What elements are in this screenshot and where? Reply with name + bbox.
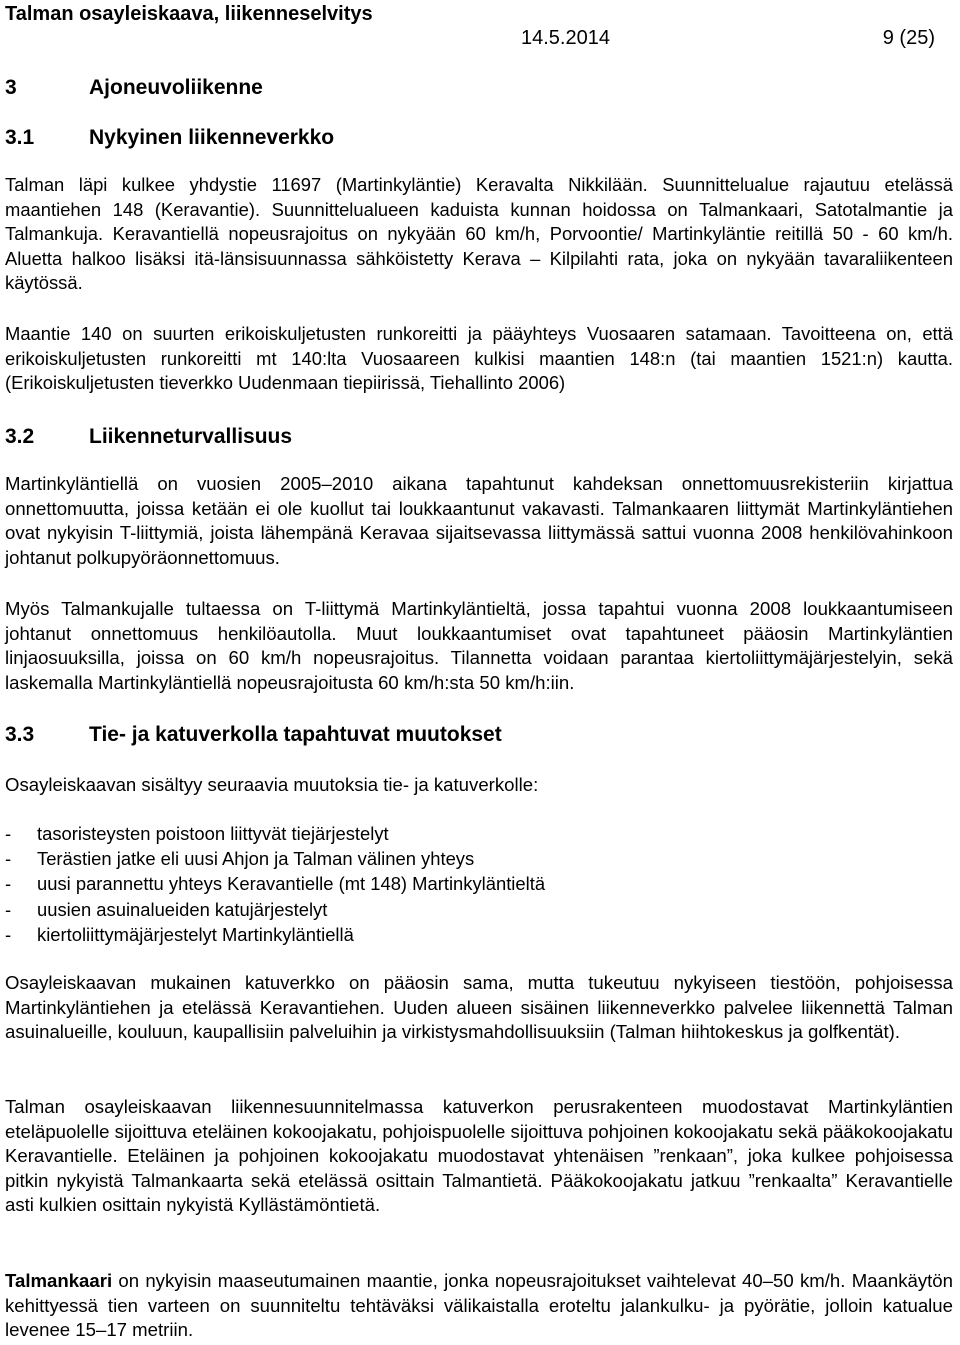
list-item: [5, 821, 545, 846]
section-heading-3-2: [5, 425, 292, 449]
paragraph-special-transport: Maantie 140 on suurten erikoiskuljetusten runkoreitti ja pääyhteys Vuosaaren satamaan. Tavoitteena on, että erikoiskuljetusten runkoreitti mt 140:lta Vuosaareen kulkisi maantien 148:n (tai maantien 1521:n) kautta. (Erikoiskuljetusten tieverkko Uudenmaan tiepiirissä, Tiehallinto 2006): [5, 323, 953, 394]
street-name-bold: Talmankaari: [5, 1270, 113, 1291]
paragraph-injuries: Myös Talmankujalle tultaessa on T-liittymä Martinkyläntieltä, jossa tapahtui vuonna 2008 loukkaantumiseen johtanut onnettomuus henkilöautolla. Muut loukkaantumiset ovat tapahtuneet pääosin Martinkyläntien linjaosuuksilla, joissa on 60 km/h nopeusrajoitus. Tilannetta voidaan parantaa kiertoliittymäjärjestelyin, sekä laskemalla Martinkyläntiellä nopeusrajoitusta 60 km/h:sta 50 km/h:iin.: [5, 598, 953, 693]
list-item-text: Terästien jatke eli uusi Ahjon ja Talman välinen yhteys: [37, 848, 475, 870]
section-number: 3.3: [5, 723, 35, 746]
section-heading-3: [5, 76, 263, 100]
paragraph-text: on nykyisin maaseutumainen maantie, jonka nopeusrajoitukset vaihtelevat 40–50 km/h. Maankäytön kehittyessä tien varteen on suunniteltu tehtäväksi välikaistalla eroteltu jalankulku- ja pyörätie, jolloin katualue levenee 15–17 metriin.: [5, 1270, 953, 1341]
document-date: 14.5.2014: [521, 27, 610, 49]
section-heading-3-1: [5, 126, 334, 150]
list-item-text: kiertoliittymäjärjestelyt Martinkyläntiellä: [37, 923, 354, 945]
list-dash: -: [5, 898, 12, 920]
list-dash: -: [5, 848, 12, 870]
paragraph-talmankaari: [5, 1269, 953, 1343]
list-item-text: tasoristeysten poistoon liittyvät tiejärjestelyt: [37, 823, 389, 844]
running-header: [5, 0, 953, 49]
paragraph-changes-intro: Osayleiskaavan sisältyy seuraavia muutoksia tie- ja katuverkolle:: [5, 774, 539, 795]
list-item: [5, 871, 545, 896]
list-item-text: uusien asuinalueiden katujärjestelyt: [37, 898, 328, 920]
paragraph-collector-streets: Talman osayleiskaavan liikennesuunnitelmassa katuverkon perusrakenteen muodostavat Martinkyläntien eteläpuolelle sijoittuva eteläinen kokoojakatu, pohjoispuolelle sijoittuva pohjoinen kokoojakatu sekä pääkokoojakatu Keravantielle. Eteläinen ja pohjoinen kokoojakatu muodostavat yhtenäisen ”renkaan”, joka kulkee pohjoisessa pitkin nykyistä Talmankaarta sekä etelässä osittain Talmantietä. Pääkokoojakatu jatkuu ”renkaalta” Keravantielle asti kulkien osittain nykyistä Kyllästämöntietä.: [5, 1096, 953, 1216]
list-dash: -: [5, 923, 12, 945]
page-number: 9 (25): [882, 27, 935, 49]
paragraph-street-network: Osayleiskaavan mukainen katuverkko on pääosin sama, mutta tukeutuu nykyiseen tiestöön, pohjoisessa Martinkyläntiehen ja etelässä Keravantiehen. Uuden alueen sisäinen liikenneverkko palvelee liikennettä Talman asuinalueille, kouluun, kaupallisiin palveluihin ja virkistysmahdollisuuksiin (Talman hiihtokeskus ja golfkentät).: [5, 972, 953, 1043]
document-title: Talman osayleiskaava, liikenneselvitys: [5, 3, 373, 25]
section-title: Tie- ja katuverkolla tapahtuvat muutokset: [89, 723, 502, 746]
changes-list: [5, 821, 545, 947]
section-title: Liikenneturvallisuus: [89, 425, 293, 448]
section-title: Nykyinen liikenneverkko: [89, 126, 335, 149]
section-number: 3.1: [5, 126, 35, 149]
list-item: [5, 897, 545, 922]
section-number: 3: [5, 76, 17, 99]
paragraph-accidents: Martinkyläntiellä on vuosien 2005–2010 aikana tapahtunut kahdeksan onnettomuusrekisteriin kirjattua onnettomuutta, joissa ketään ei ole kuollut tai loukkaantunut vakavasti. Talmankaaren liittymät Martinkyläntiehen ovat nykyisin T-liittymiä, joista lähempänä Keravaa sijaitsevassa liittymässä sattui vuonna 2008 henkilövahinkoon johtanut polkupyöräonnettomuus.: [5, 473, 953, 568]
list-item-text: uusi parannettu yhteys Keravantielle (mt 148) Martinkyläntieltä: [37, 873, 546, 895]
list-dash: -: [5, 873, 12, 895]
list-dash: -: [5, 823, 12, 844]
list-item: [5, 846, 545, 871]
section-heading-3-3: [5, 723, 502, 747]
list-item: [5, 922, 545, 947]
paragraph-road-network: Talman läpi kulkee yhdystie 11697 (Martinkyläntie) Keravalta Nikkilään. Suunnittelualue rajautuu etelässä maantiehen 148 (Keravantie). Suunnittelualueen kaduista kunnan hoidossa on Talmankaari, Satotalmantie ja Talmankuja. Keravantiellä nopeusrajoitus on nykyään 60 km/h, Porvoontie/ Martinkyläntie reitillä 50 - 60 km/h. Aluetta halkoo lisäksi itä-länsisuunnassa sähköistetty Kerava – Kilpilahti rata, joka on nykyään tavaraliikenteen käytössä.: [5, 174, 953, 294]
section-number: 3.2: [5, 425, 35, 448]
section-title: Ajoneuvoliikenne: [89, 76, 263, 99]
